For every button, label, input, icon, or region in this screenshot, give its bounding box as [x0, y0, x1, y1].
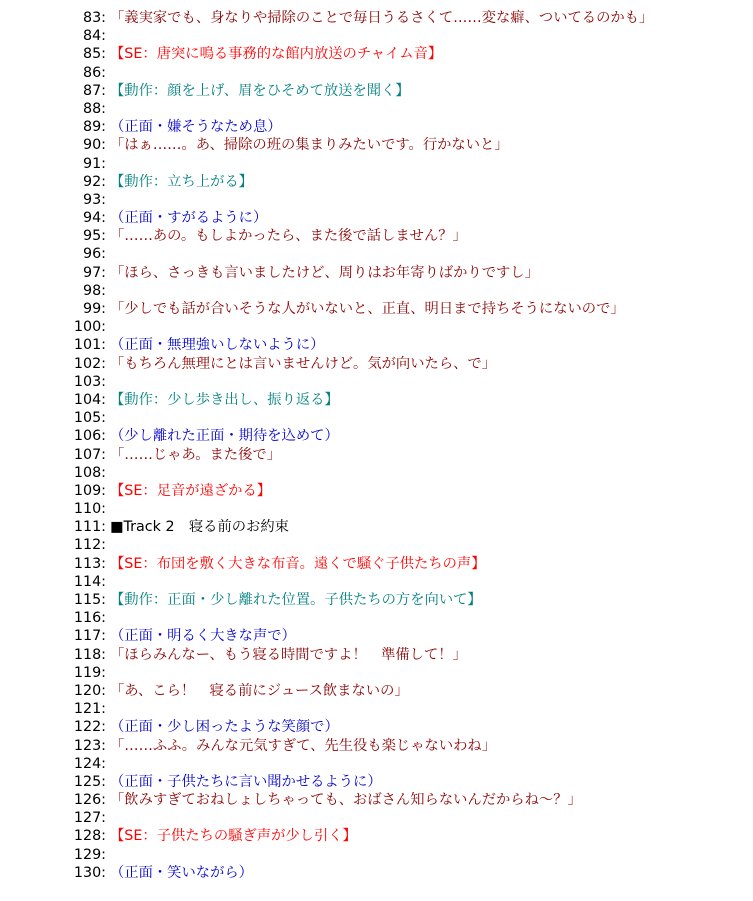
line-text-direction: （正面・少し困ったような笑顔で）: [110, 719, 339, 736]
line-text-dialog: 「飲みすぎておねしょしちゃっても、おばさん知らないんだからね～？」: [110, 792, 582, 809]
script-line: [0, 45, 753, 63]
script-line: [0, 136, 753, 154]
script-line: [0, 282, 753, 300]
script-line: [0, 700, 753, 718]
script-line: [0, 446, 753, 464]
line-text-direction: （正面・無理強いしないように）: [110, 337, 325, 354]
script-line: [0, 336, 753, 354]
script-line: [0, 827, 753, 845]
script-line: [0, 573, 753, 591]
line-number: 125:: [73, 773, 106, 790]
script-line: [0, 191, 753, 209]
line-text-dialog: 「義実家でも、身なりや掃除のことで毎日うるさくて……変な癖、ついてるのかも」: [110, 10, 654, 26]
line-number: 124:: [73, 755, 106, 772]
line-number: 107:: [73, 446, 106, 463]
line-number: 90:: [82, 137, 106, 154]
script-line: [0, 409, 753, 427]
script-line: [0, 427, 753, 445]
line-number: 104:: [73, 391, 106, 408]
line-number: 130:: [73, 864, 106, 881]
line-number: 100:: [73, 319, 106, 336]
line-number: 99:: [82, 301, 106, 317]
line-text-se: 【SE：唐突に鳴る事務的な館内放送のチャイム音】: [110, 46, 443, 63]
line-number: 112:: [73, 537, 106, 554]
script-line: [0, 27, 753, 45]
line-number: 117:: [73, 628, 106, 645]
line-number: 86:: [82, 64, 106, 81]
line-text-action: 【動作：顔を上げ、眉をひそめて放送を聞く】: [110, 82, 410, 99]
script-line: [0, 755, 753, 773]
script-line: [0, 846, 753, 864]
script-line: [0, 100, 753, 118]
script-line: [0, 718, 753, 736]
line-text-heading: ■Track 2 寝る前のお約束: [110, 519, 289, 536]
line-number: 123:: [73, 737, 106, 754]
line-text-se: 【SE：子供たちの騒ぎ声が少し引く】: [110, 828, 357, 845]
line-text-direction: （正面・嫌そうなため息）: [110, 119, 282, 136]
line-number: 84:: [82, 28, 106, 45]
line-number: 129:: [73, 846, 106, 863]
script-line: [0, 9, 753, 27]
line-number: 115:: [73, 592, 106, 608]
script-line: [0, 773, 753, 791]
line-text-dialog: 「ほらみんなー、もう寝る時間ですよ！ 準備して！」: [110, 646, 467, 663]
line-text-action: 【動作：少し歩き出し、振り返る】: [110, 391, 339, 408]
script-line: [0, 555, 753, 573]
line-number: 88:: [82, 100, 106, 117]
line-number: 85:: [82, 46, 106, 63]
line-text-action: 【動作：正面・少し離れた位置。子供たちの方を向いて】: [110, 592, 482, 608]
line-text-dialog: 「もちろん無理にとは言いませんけど。気が向いたら、で」: [110, 355, 497, 372]
line-number: 116:: [73, 610, 106, 627]
line-number: 92:: [82, 173, 106, 190]
script-line: [0, 209, 753, 227]
script-line: [0, 482, 753, 500]
line-number: 106:: [73, 428, 106, 445]
line-number: 95:: [82, 228, 106, 245]
line-number: 103:: [73, 373, 106, 390]
line-number: 110:: [73, 501, 106, 518]
script-line: [0, 518, 753, 536]
line-text-dialog: 「あ、こら！ 寝る前にジュース飲まないの」: [110, 682, 409, 699]
script-line: [0, 464, 753, 482]
line-number: 113:: [73, 555, 106, 572]
script-line: [0, 591, 753, 609]
script-line: [0, 264, 753, 282]
line-number: 118:: [73, 646, 106, 663]
script-line: [0, 300, 753, 318]
line-text-se: 【SE：足音が遠ざかる】: [110, 482, 272, 499]
script-line: [0, 864, 753, 882]
script-line: [0, 64, 753, 82]
line-number: 105:: [73, 410, 106, 427]
script-line: [0, 737, 753, 755]
script-line: [0, 500, 753, 518]
line-number: 127:: [73, 810, 106, 827]
line-text-dialog: 「……あの。もしよかったら、また後で話しません？」: [110, 228, 467, 245]
script-line: [0, 355, 753, 373]
line-number: 87:: [82, 82, 106, 99]
line-number: 128:: [73, 828, 106, 845]
line-number: 89:: [82, 119, 106, 136]
script-line: [0, 646, 753, 664]
script-lines: [0, 9, 753, 882]
line-number: 97:: [82, 264, 106, 281]
line-text-direction: （少し離れた正面・期待を込めて）: [110, 428, 339, 445]
line-number: 98:: [82, 282, 106, 299]
line-number: 120:: [73, 682, 106, 699]
line-text-dialog: 「ほら、さっきも言いましたけど、周りはお年寄りばかりですし」: [110, 264, 539, 281]
line-number: 96:: [82, 246, 106, 263]
script-line: [0, 391, 753, 409]
line-text-se: 【SE：布団を敷く大きな布音。遠くで騒ぐ子供たちの声】: [110, 555, 486, 572]
line-text-dialog: 「……ふふ。みんな元気すぎて、先生役も楽じゃないわね」: [110, 737, 497, 754]
script-line: [0, 373, 753, 391]
script-line: [0, 118, 753, 136]
script-line: [0, 245, 753, 263]
script-line: [0, 627, 753, 645]
line-text-dialog: 「少しでも話が合いそうな人がいないと、正直、明日まで持ちそうにないので」: [110, 301, 625, 317]
line-number: 121:: [73, 701, 106, 718]
line-number: 122:: [73, 719, 106, 736]
line-text-action: 【動作：立ち上がる】: [110, 173, 253, 190]
line-number: 94:: [82, 210, 106, 227]
line-text-direction: （正面・すがるように）: [110, 210, 268, 227]
line-number: 108:: [73, 464, 106, 481]
script-line: [0, 809, 753, 827]
script-line: [0, 536, 753, 554]
line-number: 93:: [82, 191, 106, 208]
line-number: 114:: [73, 573, 106, 590]
line-text-direction: （正面・子供たちに言い聞かせるように）: [110, 773, 382, 790]
line-number: 111:: [73, 519, 106, 536]
line-number: 109:: [73, 482, 106, 499]
line-text-direction: （正面・明るく大きな声で）: [110, 628, 296, 645]
line-text-dialog: 「はぁ……。あ、掃除の班の集まりみたいです。行かないと」: [110, 137, 509, 154]
script-line: [0, 609, 753, 627]
script-line: [0, 664, 753, 682]
script-line: [0, 791, 753, 809]
line-text-direction: （正面・笑いながら）: [110, 864, 253, 881]
line-number: 126:: [73, 792, 106, 809]
script-line: [0, 173, 753, 191]
script-line: [0, 318, 753, 336]
line-number: 83:: [82, 10, 106, 26]
line-number: 119:: [73, 664, 106, 681]
line-number: 101:: [73, 337, 106, 354]
script-line: [0, 227, 753, 245]
line-number: 102:: [73, 355, 106, 372]
line-text-dialog: 「……じゃあ。また後で」: [110, 446, 281, 463]
line-number: 91:: [82, 155, 106, 172]
script-line: [0, 155, 753, 173]
script-line: [0, 682, 753, 700]
script-line: [0, 82, 753, 100]
